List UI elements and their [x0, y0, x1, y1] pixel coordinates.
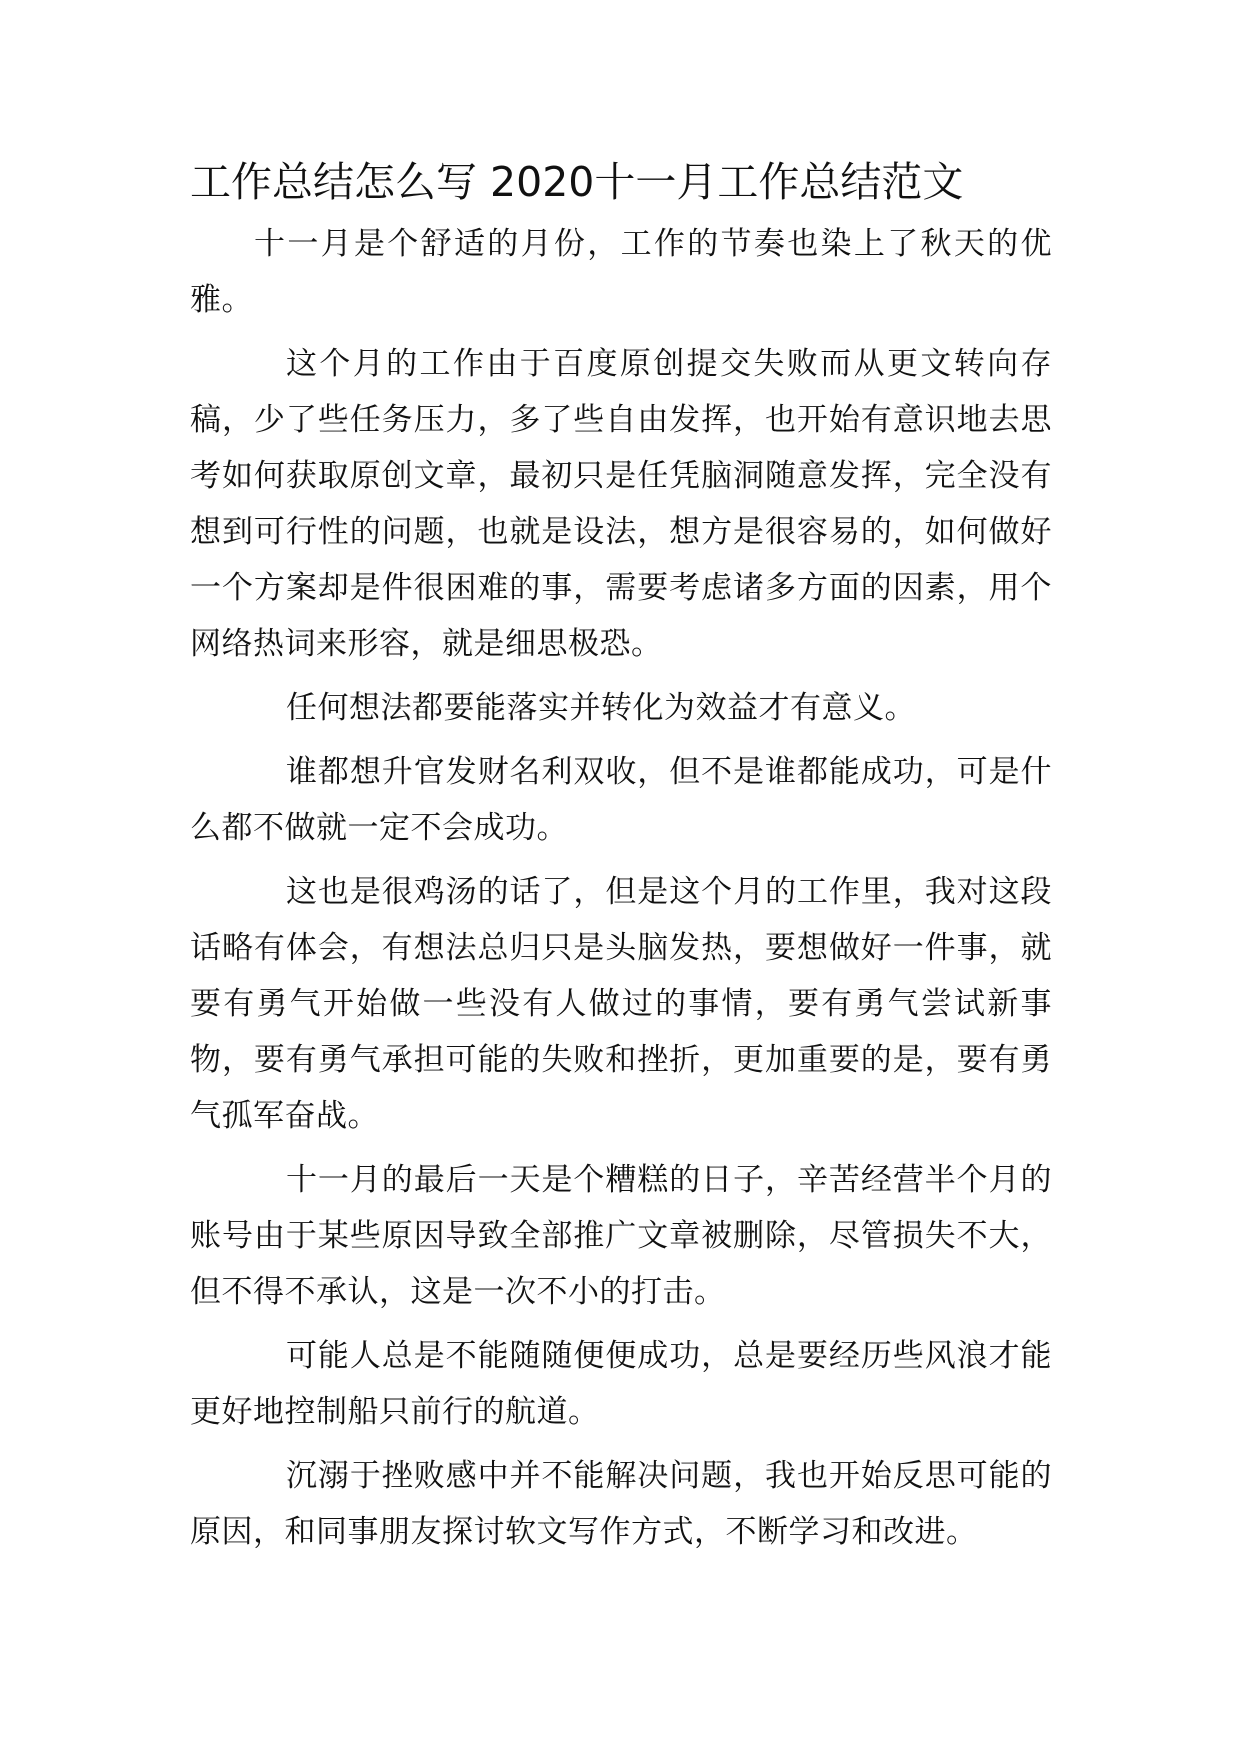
paragraph: 这个月的工作由于百度原创提交失败而从更文转向存稿，少了些任务压力，多了些自由发挥，也开始有意识地去思考如何获取原创文章，最初只是任凭脑洞随意发挥，完全没有想到可行性的问题，也就是设法，想方是很容易的，如何做好一个方案却是件很困难的事，需要考虑诸多方面的因素，用个网络热词来形容，就是细思极恐。: [190, 346, 1052, 662]
paragraph: 可能人总是不能随随便便成功，总是要经历些风浪才能更好地控制船只前行的航道。: [190, 1338, 1052, 1430]
paragraph: 十一月的最后一天是个糟糕的日子，辛苦经营半个月的账号由于某些原因导致全部推广文章被删除，尽管损失不大，但不得不承认，这是一次不小的打击。: [190, 1162, 1052, 1310]
paragraph: 沉溺于挫败感中并不能解决问题，我也开始反思可能的原因，和同事朋友探讨软文写作方式，不断学习和改进。: [190, 1458, 1052, 1550]
paragraph: 任何想法都要能落实并转化为效益才有意义。: [286, 690, 916, 726]
document-body: [190, 152, 1052, 1560]
paragraph: 谁都想升官发财名利双收，但不是谁都能成功，可是什么都不做就一定不会成功。: [190, 754, 1052, 846]
paragraph: 这也是很鸡汤的话了，但是这个月的工作里，我对这段话略有体会，有想法总归只是头脑发热，要想做好一件事，就要有勇气开始做一些没有人做过的事情，要有勇气尝试新事物，要有勇气承担可能的失败和挫折，更加重要的是，要有勇气孤军奋战。: [190, 874, 1052, 1134]
paragraph: 十一月是个舒适的月份，工作的节奏也染上了秋天的优雅。: [190, 226, 1052, 318]
document-title: 工作总结怎么写 2020十一月工作总结范文: [190, 158, 964, 206]
